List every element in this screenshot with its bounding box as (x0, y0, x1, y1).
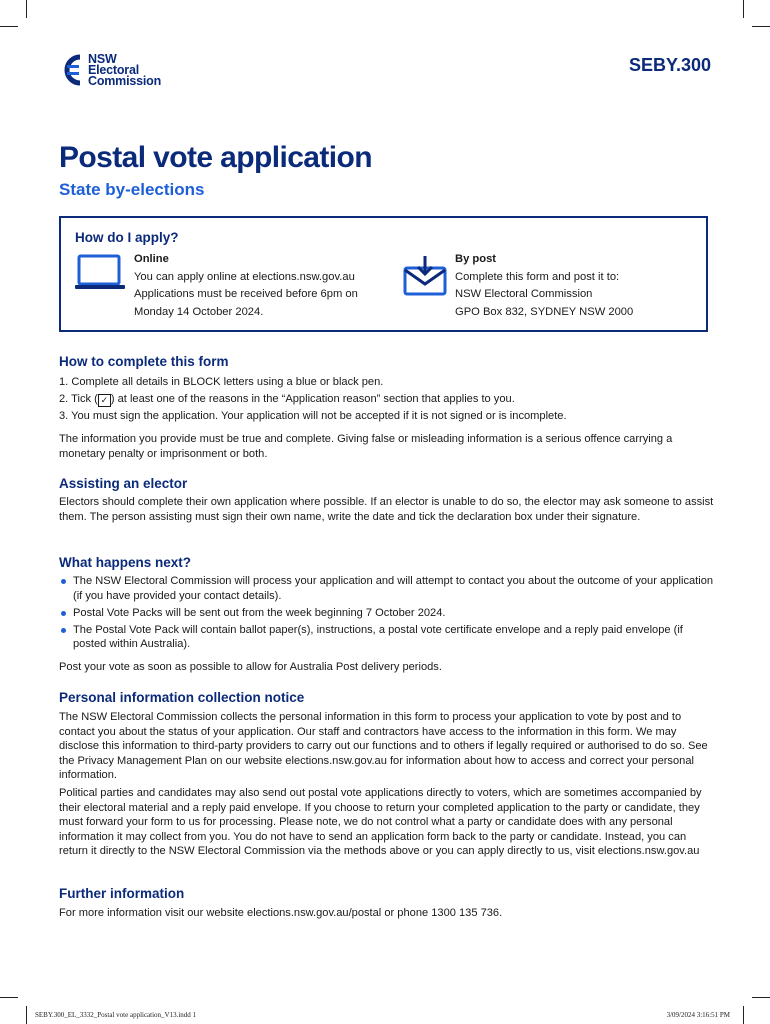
logo-line: Commission (88, 73, 162, 88)
laptop-icon (75, 254, 125, 297)
online-heading: Online (134, 253, 169, 265)
what-happens-next-heading: What happens next? (59, 555, 192, 570)
assisting-heading: Assisting an elector (59, 476, 188, 491)
post-line: GPO Box 832, SYDNEY NSW 2000 (455, 305, 634, 318)
online-line: Monday 14 October 2024. (134, 305, 264, 318)
crop-mark (26, 1006, 27, 1024)
post-heading: By post (455, 253, 497, 265)
crop-mark (743, 0, 744, 18)
list-item: The NSW Electoral Commission will process your application and will attempt to contact you about the outcome of your application (if you have provided your contact details). (59, 574, 714, 603)
form-code: SEBY.300 (628, 55, 711, 75)
privacy-paragraph: Political parties and candidates may also send out postal vote applications directly to voters, which are sometimes accompanied by their electoral material and a reply paid envelope. If you choose to return your completed application to the party or candidate, they must forward your form to us for processing. Please note, we do not control what a party or candidate does with any personal information it may collect from you. You do not have to send an application form back to the party or candidate. Instead, you can return it directly to the NSW Electoral Commission via the methods above or you can apply directly to us, visit elections.nsw.gov.au (59, 787, 702, 858)
privacy-heading: Personal information collection notice (59, 690, 305, 705)
online-apply-column (134, 251, 358, 321)
next-steps-list (59, 574, 714, 654)
step-text: 2. Tick ( (59, 393, 98, 405)
post-vote-note: Post your vote as soon as possible to allow for Australia Post delivery periods. (59, 661, 442, 673)
crop-mark (0, 26, 18, 27)
logo-line: NSW (88, 51, 117, 66)
instruction-step (59, 391, 567, 408)
page-subtitle: State by-elections (59, 180, 205, 199)
assisting-paragraph: Electors should complete their own application where possible. If an elector is unable to do so, the elector may ask someone to assist them. The person assisting must sign their own name, write the date and tick the declaration box under their signature. (59, 496, 714, 523)
instruction-step: 1. Complete all details in BLOCK letters using a blue or black pen. (59, 376, 384, 388)
logo-line: Electoral (88, 62, 140, 77)
how-to-apply-box (59, 216, 708, 332)
how-to-complete-heading: How to complete this form (59, 354, 229, 369)
mail-icon (403, 254, 447, 301)
further-information-heading: Further information (59, 886, 185, 901)
crop-mark (0, 997, 18, 998)
post-line: NSW Electoral Commission (455, 288, 593, 300)
post-line: Complete this form and post it to: (455, 270, 620, 283)
online-line: You can apply online at elections.nsw.gov.au (134, 270, 355, 283)
print-slug-filename: SEBY.300_EL_3332_Postal vote application_V13.indd 1 (35, 1011, 197, 1019)
page-title: Postal vote application (59, 141, 372, 174)
further-information-text: For more information visit our website elections.nsw.gov.au/postal or phone 1300 135 736. (59, 907, 503, 919)
warning-paragraph: The information you provide must be true and complete. Giving false or misleading information is a serious offence carrying a monetary penalty or imprisonment or both. (59, 433, 673, 460)
logo-wordmark (88, 51, 162, 88)
crop-mark (743, 1006, 744, 1024)
list-item: Postal Vote Packs will be sent out from the week beginning 7 October 2024. (59, 606, 714, 621)
how-to-apply-heading: How do I apply? (75, 230, 179, 245)
crop-mark (752, 26, 770, 27)
print-slug-timestamp: 3/09/2024 3:16:51 PM (666, 1011, 730, 1019)
instruction-step: 3. You must sign the application. Your application will not be accepted if it is not signed or is incomplete. (59, 410, 567, 422)
post-apply-column (455, 251, 633, 321)
logo-mark-icon (58, 53, 84, 87)
crop-mark (752, 997, 770, 998)
privacy-paragraph: The NSW Electoral Commission collects the personal information in this form to process your application to vote by post and to contact you about the status of your application. Our staff and contractors have access to the information in this form. We may disclose this information to third-party providers to carry out our functions and to others if legally required or authorised to do so. See the Privacy Management Plan on our website elections.nsw.gov.au for information about how to access and correct your personal information. (59, 711, 708, 782)
instruction-steps (59, 374, 567, 425)
nsw-electoral-commission-logo (58, 53, 161, 87)
online-line: Applications must be received before 6pm on (134, 288, 358, 300)
list-item: The Postal Vote Pack will contain ballot paper(s), instructions, a postal vote certificate envelope and a reply paid envelope (if posted within Australia). (59, 623, 714, 652)
crop-mark (26, 0, 27, 18)
tick-box-icon: ✓ (98, 394, 111, 407)
step-text: ) at least one of the reasons in the “Application reason” section that applies to you. (110, 393, 515, 405)
